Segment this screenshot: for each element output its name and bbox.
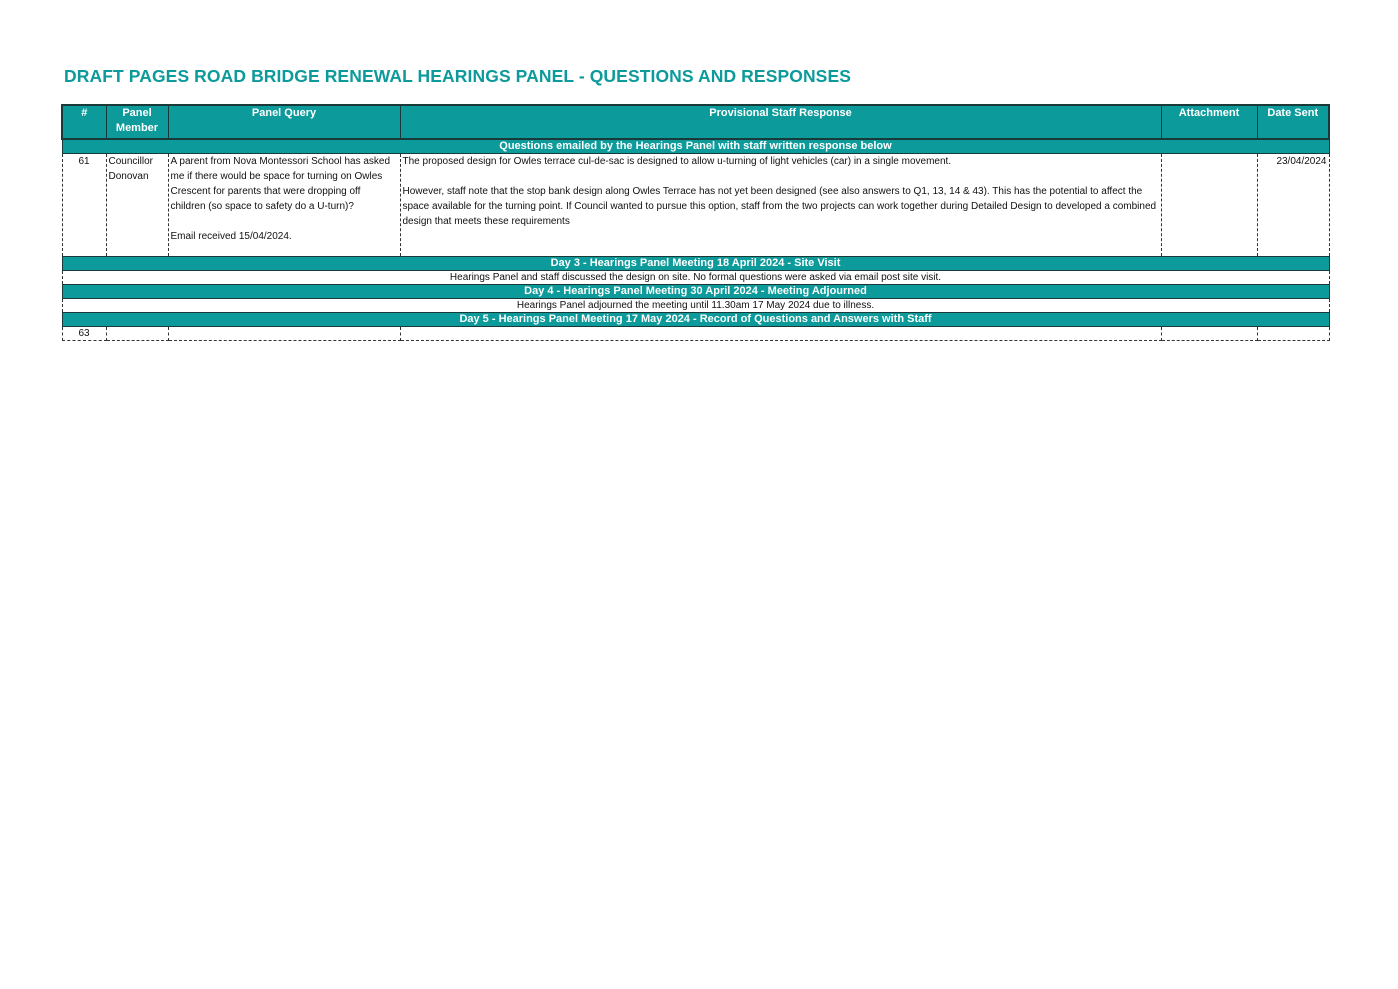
row-panel-query [168,327,400,341]
table-row [62,154,1329,257]
row-panel-query [168,154,400,257]
day4-heading-row [62,285,1329,299]
member-line2: Donovan [108,171,149,182]
row-attachment [1161,327,1257,341]
header-staff-response: Provisional Staff Response [400,105,1161,139]
row-num: 63 [62,327,106,341]
day4-note-row [62,299,1329,313]
day3-heading: Day 3 - Hearings Panel Meeting 18 April 2024 - Site Visit [62,257,1329,271]
header-panel-member-line1: Panel [122,107,152,119]
header-panel-query: Panel Query [168,105,400,139]
questions-table [61,104,1330,341]
header-num: # [62,105,106,139]
response-text-1: The proposed design for Owles terrace cul-de-sac is designed to allow u-turning of light vehicles (car) in a single movement. [402,156,952,167]
header-row [62,105,1329,139]
header-date-sent: Date Sent [1257,105,1329,139]
day5-heading-row [62,313,1329,327]
response-text-2: However, staff note that the stop bank design along Owles Terrace has not yet been designed (see also answers to Q1, 13, 14 & 43). This has the potential to affect the space available for the turning point. If Council wanted to pursue this option, staff from the two projects can work together during Detailed Design to developed a combined design that meets these requirements [402,186,1157,227]
row-date-sent [1257,327,1329,341]
row-date-sent: 23/04/2024 [1257,154,1329,257]
header-panel-member [106,105,168,139]
row-panel-member [106,327,168,341]
day4-note: Hearings Panel adjourned the meeting until 11.30am 17 May 2024 due to illness. [62,299,1329,313]
query-text: A parent from Nova Montessori School has asked me if there would be space for turning on Owles Crescent for parents that were dropping off children (so space to safety do a U-turn)? [170,156,391,212]
row-staff-response [400,154,1161,257]
section-emailed-heading: Questions emailed by the Hearings Panel with staff written response below [62,139,1329,154]
row-panel-member [106,154,168,257]
query-email-received: Email received 15/04/2024. [170,231,292,242]
member-line1: Councillor [108,156,153,167]
day3-note-row [62,271,1329,285]
section-emailed-row [62,139,1329,154]
day4-heading: Day 4 - Hearings Panel Meeting 30 April 2024 - Meeting Adjourned [62,285,1329,299]
row-staff-response [400,327,1161,341]
header-panel-member-line2: Member [115,122,159,134]
document-title: DRAFT PAGES ROAD BRIDGE RENEWAL HEARINGS PANEL - QUESTIONS AND RESPONSES [64,66,852,86]
table-row [62,327,1329,341]
day5-heading: Day 5 - Hearings Panel Meeting 17 May 2024 - Record of Questions and Answers with Staff [62,313,1329,327]
header-attachment: Attachment [1161,105,1257,139]
row-num: 61 [62,154,106,257]
day3-note: Hearings Panel and staff discussed the design on site. No formal questions were asked via email post site visit. [62,271,1329,285]
day3-heading-row [62,257,1329,271]
row-attachment [1161,154,1257,257]
